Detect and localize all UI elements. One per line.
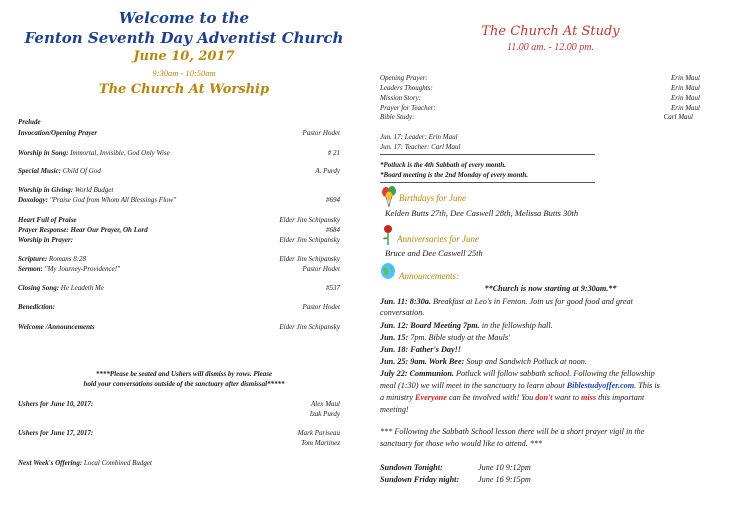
item-label: Special Music:: [18, 167, 61, 175]
item-value: #694: [326, 196, 340, 204]
service-date: June 10, 2017: [133, 49, 235, 64]
item-row: [18, 149, 170, 157]
study-title: The Church At Study: [481, 24, 620, 39]
ushers-1-label: Ushers for June 10, 2017:: [18, 400, 94, 408]
birthdays-title: Birthdays for June: [399, 193, 466, 203]
announcements-title: Announcements:: [399, 271, 459, 281]
ushers-2-label: Ushers for June 17, 2017:: [18, 429, 94, 437]
item-label: Sermon:: [18, 265, 43, 273]
item-value: Elder Jim Schipansky: [279, 216, 340, 224]
item-detail: He Leadeth Me: [60, 284, 104, 292]
announcement-text: want to: [552, 393, 581, 402]
announcement-text: in the fellowship hall.: [479, 321, 553, 330]
announcement-date: July 22: Communion.: [380, 369, 454, 378]
item-row: [18, 284, 104, 292]
role-value: Erin Maul: [671, 84, 700, 92]
rose-icon: [381, 224, 395, 246]
worship-title: The Church At Worship: [98, 82, 270, 97]
announcement-4: Jun. 18: Father's Day!!: [380, 345, 461, 354]
item-value: Elder Jim Schipansky: [279, 236, 340, 244]
dismissal-notice-2: hold your conversations outside of the sanctuary after dismissal*****: [83, 380, 285, 388]
usher-name: Izak Purdy: [309, 410, 340, 418]
item-value: Elder Jim Schipansky: [279, 323, 340, 331]
item-value: Elder Jim Schipansky: [279, 255, 340, 263]
jun17-teacher: Jun. 17: Teacher: Carl Maul: [380, 143, 461, 151]
role-label: Mission Story:: [380, 94, 422, 102]
church-start-notice: **Church is now starting at 9:30am.**: [484, 284, 617, 293]
offering-label: Next Week's Offering:: [18, 459, 83, 467]
board-note: *Board meeting is the 2nd Monday of every month.: [380, 171, 528, 179]
jun17-leader: Jun. 17: Leader: Erin Maul: [380, 133, 458, 141]
announcement-date: Jun. 15:: [380, 333, 409, 342]
sundown-tonight-label: Sundown Tonight:: [380, 463, 443, 472]
prelude: Prelude: [18, 118, 41, 126]
announcement-date: Jun. 11: 8:30a.: [380, 297, 431, 306]
usher-name: Mark Pariseau: [297, 429, 340, 437]
item-value: Pastor Hodet: [302, 129, 340, 137]
role-value: Erin Maul: [671, 74, 700, 82]
item-row: [18, 167, 101, 175]
vigil-line-2: sanctuary for those who would like to attend. ***: [380, 439, 543, 448]
item-detail: Immortal, Invisible, God Only Wise: [70, 149, 170, 157]
anniversaries-list: Bruce and Dee Caswell 25th: [385, 248, 483, 258]
offering-row: [18, 459, 152, 467]
item-label: Worship in Song:: [18, 149, 69, 157]
announcement-6-line2: [380, 381, 660, 390]
birthdays-list: Kelden Butts 27th, Dee Caswell 28th, Melissa Butts 30th: [385, 208, 579, 218]
item-label: Doxology:: [18, 196, 48, 204]
announcement-1-cont: conversation.: [380, 308, 425, 317]
announcement-text: Potluck will follow sabbath school. Following the fellowship: [453, 369, 655, 378]
item-detail: Romans 8:28: [48, 255, 87, 263]
divider: [380, 154, 595, 155]
anniversaries-title: Anniversaries for June: [397, 234, 479, 244]
announcement-text: Breakfast at Leo's in Fenton. Join us for good food and great: [430, 297, 633, 306]
announcement-text: Soup and Sandwich Potluck at noon.: [464, 357, 587, 366]
item-value: Pastor Hodet: [302, 265, 340, 273]
announcement-6: [380, 369, 655, 378]
globe-icon: [380, 262, 396, 280]
biblestudy-link[interactable]: Biblestudyoffer.com: [566, 381, 635, 390]
item-label: Invocation/Opening Prayer: [18, 129, 98, 137]
item-detail: "My Journey-Providence!": [44, 265, 121, 273]
announcement-1: [380, 297, 633, 306]
usher-name: Tom Martinez: [301, 439, 340, 447]
item-label: Worship in Prayer:: [18, 236, 74, 244]
dismissal-notice-1: ****Please be seated and Ushers will dismiss by rows. Please: [95, 370, 273, 378]
sundown-friday-label: Sundown Friday night:: [380, 475, 460, 484]
item-label: Heart Full of Praise: [18, 216, 77, 224]
item-detail: World Budget: [74, 186, 114, 194]
announcement-5: [380, 357, 587, 366]
welcome-line1: Welcome to the: [118, 9, 250, 27]
item-value: Pastor Hodet: [302, 303, 340, 311]
announcement-date: Jun. 12: Board Meeting 7pm.: [380, 321, 480, 330]
item-value: #684: [326, 226, 340, 234]
role-label: Bible Study:: [380, 113, 415, 121]
role-value: Carl Maul: [663, 113, 693, 121]
item-value: # 21: [327, 149, 340, 157]
announcement-text: this important: [596, 393, 645, 402]
sundown-tonight-value: June 10 9:12pm: [478, 463, 531, 472]
announcement-6-line3: [380, 393, 644, 402]
service-time: 9:30am - 10:50am: [152, 68, 216, 78]
role-label: Opening Prayer:: [380, 74, 428, 82]
announcement-text: . This is: [634, 381, 660, 390]
item-row: [18, 196, 176, 204]
item-label: Benediction:: [18, 303, 55, 311]
role-value: Erin Maul: [671, 104, 700, 112]
item-detail: Child Of God: [62, 167, 101, 175]
announcement-text: 7pm. Bible study at the Mauls': [408, 333, 510, 342]
announcement-3: [380, 333, 510, 342]
sundown-friday-value: June 16 9:15pm: [478, 475, 531, 484]
role-value: Erin Maul: [671, 94, 700, 102]
announcement-6-line4: meeting!: [380, 405, 409, 414]
emphasis-dont: don't: [535, 393, 553, 402]
item-label: Worship in Giving:: [18, 186, 74, 194]
role-label: Prayer for Teacher:: [380, 104, 436, 112]
usher-name: Alex Maul: [311, 400, 340, 408]
church-name: Fenton Seventh Day Adventist Church: [24, 29, 344, 47]
announcement-text: meal (1:30) we will meet in the sanctuary to learn about: [380, 381, 567, 390]
divider: [380, 182, 595, 183]
announcement-date: Jun. 25: 9am. Work Bee:: [380, 357, 465, 366]
item-row: [18, 255, 86, 263]
item-value: #537: [326, 284, 340, 292]
item-row: [18, 265, 120, 273]
emphasis-everyone: Everyone: [415, 393, 447, 402]
item-label: Welcome /Announcements: [18, 323, 95, 331]
item-detail: "Praise God from Whom All Blessings Flow": [49, 196, 177, 204]
announcement-text: a ministry: [380, 393, 416, 402]
role-label: Leaders Thoughts:: [380, 84, 433, 92]
balloons-icon: [380, 186, 398, 208]
item-label: Closing Song:: [18, 284, 60, 292]
vigil-line-1: *** Following the Sabbath School lesson there will be a short prayer vigil in the: [380, 427, 645, 436]
emphasis-miss: miss: [581, 393, 597, 402]
item-label: Scripture:: [18, 255, 48, 263]
study-time: 11.00 am. - 12.00 pm.: [506, 42, 595, 53]
item-row: [18, 186, 113, 194]
offering-value: Local Combined Budget: [83, 459, 152, 467]
announcement-2: [380, 321, 553, 330]
potluck-note: *Potluck is the 4th Sabbath of every month.: [380, 161, 507, 169]
item-label: Prayer Response: Hear Our Prayer, Oh Lord: [18, 226, 148, 234]
item-value: A. Purdy: [315, 167, 340, 175]
announcement-text: can be involved with! You: [446, 393, 536, 402]
